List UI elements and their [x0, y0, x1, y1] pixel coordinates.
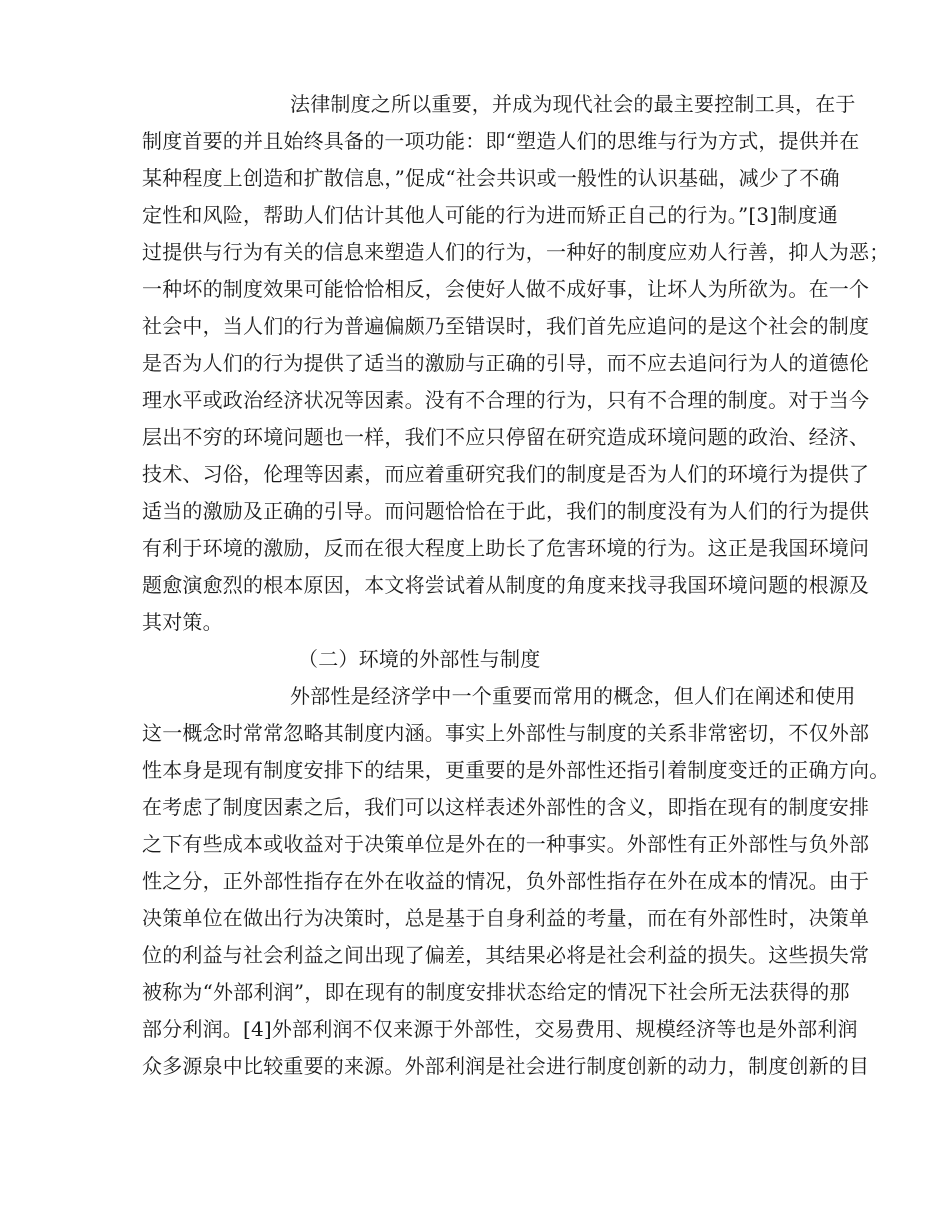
paragraph-line: 过提供与行为有关的信息来塑造人们的行为，一种好的制度应劝人行善，抑人为恶；	[142, 240, 890, 264]
paragraph-line: 制度首要的并且始终具备的一项功能：即“塑造人们的思维与行为方式，提供并在	[142, 129, 860, 153]
paragraph-line: 题愈演愈烈的根本原因，本文将尝试着从制度的角度来找寻我国环境问题的根源及	[142, 573, 870, 597]
paragraph-line: 层出不穷的环境问题也一样，我们不应只停留在研究造成环境问题的政治、经济、	[142, 425, 870, 449]
paragraph-line: 这一概念时常常忽略其制度内涵。事实上外部性与制度的关系非常密切，不仅外部	[142, 721, 870, 745]
paragraph-line: 社会中，当人们的行为普遍偏颇乃至错误时，我们首先应追问的是这个社会的制度	[142, 314, 870, 338]
paragraph-line: 被称为“外部利润”，即在现有的制度安排状态给定的情况下社会所无法获得的那	[142, 980, 850, 1004]
paragraph-line: 性之分，正外部性指存在外在收益的情况，负外部性指存在外在成本的情况。由于	[142, 869, 870, 893]
paragraph-line: 部分利润。[4]外部利润不仅来源于外部性，交易费用、规模经济等也是外部利润	[142, 1017, 858, 1041]
paragraph-line: 外部性是经济学中一个重要而常用的概念，但人们在阐述和使用	[290, 684, 856, 708]
paragraph-line: 是否为人们的行为提供了适当的激励与正确的引导，而不应去追问行为人的道德伦	[142, 351, 870, 375]
paragraph-line: 性本身是现有制度安排下的结果，更重要的是外部性还指引着制度变迁的正确方向。	[142, 758, 890, 782]
paragraph-line: 在考虑了制度因素之后，我们可以这样表述外部性的含义，即指在现有的制度安排	[142, 795, 870, 819]
paragraph-line: 其对策。	[142, 610, 223, 634]
paragraph-line: 之下有些成本或收益对于决策单位是外在的一种事实。外部性有正外部性与负外部	[142, 832, 870, 856]
paragraph-line: 技术、习俗，伦理等因素，而应着重研究我们的制度是否为人们的环境行为提供了	[142, 462, 870, 486]
paragraph-line: 众多源泉中比较重要的来源。外部利润是社会进行制度创新的动力，制度创新的目	[142, 1054, 870, 1078]
paragraph-line: 法律制度之所以重要，并成为现代社会的最主要控制工具，在于	[290, 92, 856, 116]
paragraph-line: 一种坏的制度效果可能恰恰相反，会使好人做不成好事，让坏人为所欲为。在一个	[142, 277, 870, 301]
paragraph-line: 理水平或政治经济状况等因素。没有不合理的行为，只有不合理的制度。对于当今	[142, 388, 870, 412]
paragraph-line: 有利于环境的激励，反而在很大程度上助长了危害环境的行为。这正是我国环境问	[142, 536, 870, 560]
paragraph-line: 定性和风险，帮助人们估计其他人可能的行为进而矫正自己的行为。”[3]制度通	[142, 203, 838, 227]
paragraph-line: 适当的激励及正确的引导。而问题恰恰在于此，我们的制度没有为人们的行为提供	[142, 499, 870, 523]
section-heading: （二）环境的外部性与制度	[298, 647, 541, 671]
paragraph-line: 决策单位在做出行为决策时，总是基于自身利益的考量，而在有外部性时，决策单	[142, 906, 870, 930]
paragraph-line: 某种程度上创造和扩散信息，”促成“社会共识或一般性的认识基础，减少了不确	[142, 166, 840, 190]
paragraph-line: 位的利益与社会利益之间出现了偏差，其结果必将是社会利益的损失。这些损失常	[142, 943, 870, 967]
